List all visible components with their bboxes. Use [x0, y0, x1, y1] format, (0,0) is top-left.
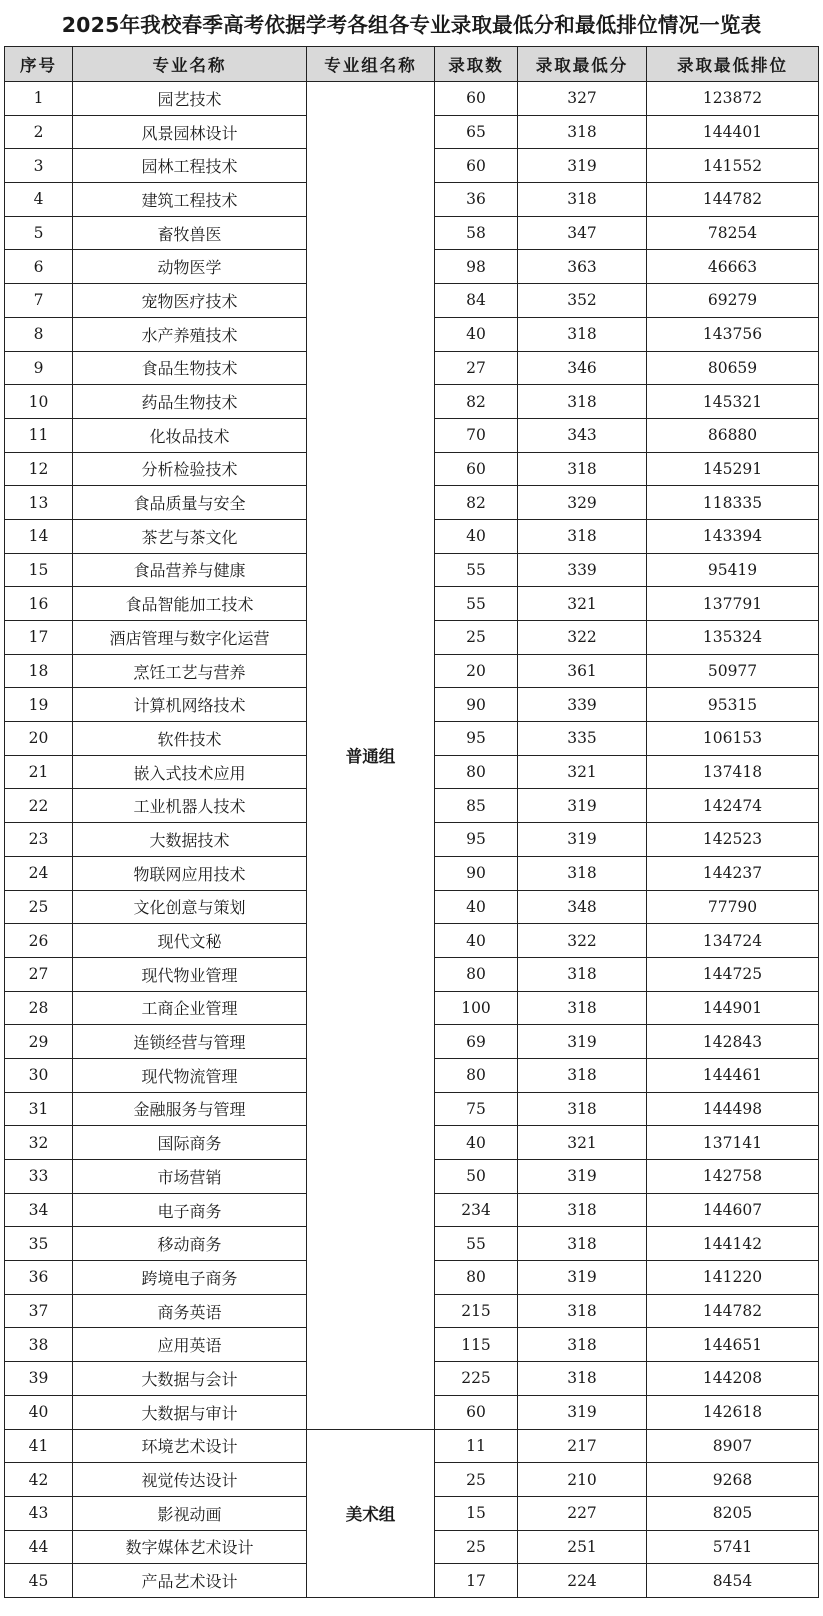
cell-min-rank: 135324 [647, 621, 819, 655]
cell-count: 90 [435, 688, 518, 722]
cell-min-score: 361 [518, 654, 647, 688]
cell-min-rank: 144237 [647, 856, 819, 890]
cell-major: 连锁经营与管理 [73, 1025, 307, 1059]
cell-min-score: 319 [518, 823, 647, 857]
cell-major: 数字媒体艺术设计 [73, 1530, 307, 1564]
cell-min-rank: 144461 [647, 1058, 819, 1092]
cell-major: 畜牧兽医 [73, 216, 307, 250]
header-major: 专业名称 [73, 47, 307, 82]
cell-index: 30 [5, 1058, 73, 1092]
cell-min-rank: 8454 [647, 1564, 819, 1598]
cell-major: 视觉传达设计 [73, 1463, 307, 1497]
cell-min-rank: 8205 [647, 1496, 819, 1530]
cell-major: 宠物医疗技术 [73, 284, 307, 318]
document-title: 2025年我校春季高考依据学考各组各专业录取最低分和最低排位情况一览表 [61, 13, 762, 37]
cell-index: 27 [5, 957, 73, 991]
cell-min-score: 318 [518, 183, 647, 217]
cell-min-rank: 142843 [647, 1025, 819, 1059]
cell-count: 60 [435, 1395, 518, 1429]
cell-min-score: 335 [518, 722, 647, 756]
cell-min-rank: 137141 [647, 1126, 819, 1160]
cell-min-rank: 80659 [647, 351, 819, 385]
cell-count: 20 [435, 654, 518, 688]
cell-major: 计算机网络技术 [73, 688, 307, 722]
cell-min-rank: 137791 [647, 587, 819, 621]
cell-count: 234 [435, 1193, 518, 1227]
cell-min-rank: 144208 [647, 1362, 819, 1396]
cell-min-score: 217 [518, 1429, 647, 1463]
cell-major: 产品艺术设计 [73, 1564, 307, 1598]
cell-min-rank: 142523 [647, 823, 819, 857]
cell-index: 25 [5, 890, 73, 924]
cell-index: 9 [5, 351, 73, 385]
cell-min-rank: 137418 [647, 755, 819, 789]
cell-major: 大数据与会计 [73, 1362, 307, 1396]
cell-index: 42 [5, 1463, 73, 1497]
cell-min-score: 318 [518, 991, 647, 1025]
cell-count: 36 [435, 183, 518, 217]
cell-count: 15 [435, 1496, 518, 1530]
cell-min-rank: 141552 [647, 149, 819, 183]
cell-min-rank: 145291 [647, 452, 819, 486]
cell-major: 金融服务与管理 [73, 1092, 307, 1126]
cell-min-rank: 106153 [647, 722, 819, 756]
cell-count: 27 [435, 351, 518, 385]
cell-major: 移动商务 [73, 1227, 307, 1261]
cell-index: 17 [5, 621, 73, 655]
cell-count: 80 [435, 1261, 518, 1295]
table-row [5, 1429, 819, 1463]
cell-count: 82 [435, 385, 518, 419]
cell-min-score: 321 [518, 755, 647, 789]
cell-min-rank: 95315 [647, 688, 819, 722]
cell-group-name: 美术组 [307, 1429, 435, 1597]
header-index: 序号 [5, 47, 73, 82]
cell-index: 12 [5, 452, 73, 486]
cell-count: 75 [435, 1092, 518, 1126]
cell-count: 60 [435, 149, 518, 183]
cell-major: 跨境电子商务 [73, 1261, 307, 1295]
cell-index: 37 [5, 1294, 73, 1328]
cell-min-score: 319 [518, 1025, 647, 1059]
cell-index: 4 [5, 183, 73, 217]
cell-major: 食品质量与安全 [73, 486, 307, 520]
cell-min-rank: 144498 [647, 1092, 819, 1126]
cell-min-score: 318 [518, 1227, 647, 1261]
cell-count: 25 [435, 1530, 518, 1564]
cell-min-rank: 144782 [647, 183, 819, 217]
cell-count: 40 [435, 519, 518, 553]
cell-min-score: 318 [518, 1193, 647, 1227]
cell-index: 10 [5, 385, 73, 419]
cell-min-rank: 142758 [647, 1160, 819, 1194]
cell-index: 2 [5, 115, 73, 149]
cell-min-rank: 142474 [647, 789, 819, 823]
cell-major: 化妆品技术 [73, 418, 307, 452]
cell-major: 食品生物技术 [73, 351, 307, 385]
cell-count: 40 [435, 1126, 518, 1160]
cell-index: 39 [5, 1362, 73, 1396]
cell-count: 80 [435, 1058, 518, 1092]
table-body [5, 82, 819, 1598]
cell-min-rank: 145321 [647, 385, 819, 419]
table-row [5, 82, 819, 116]
cell-major: 茶艺与茶文化 [73, 519, 307, 553]
cell-index: 40 [5, 1395, 73, 1429]
cell-index: 19 [5, 688, 73, 722]
admission-table [4, 46, 819, 1598]
cell-major: 大数据技术 [73, 823, 307, 857]
cell-major: 国际商务 [73, 1126, 307, 1160]
cell-min-rank: 144782 [647, 1294, 819, 1328]
cell-min-score: 318 [518, 317, 647, 351]
cell-major: 分析检验技术 [73, 452, 307, 486]
cell-min-rank: 142618 [647, 1395, 819, 1429]
cell-count: 65 [435, 115, 518, 149]
cell-min-score: 339 [518, 688, 647, 722]
cell-count: 60 [435, 82, 518, 116]
cell-min-score: 318 [518, 115, 647, 149]
cell-index: 24 [5, 856, 73, 890]
cell-index: 7 [5, 284, 73, 318]
cell-index: 44 [5, 1530, 73, 1564]
cell-min-score: 318 [518, 1092, 647, 1126]
cell-min-score: 319 [518, 1395, 647, 1429]
cell-count: 115 [435, 1328, 518, 1362]
cell-index: 11 [5, 418, 73, 452]
cell-major: 风景园林设计 [73, 115, 307, 149]
cell-index: 21 [5, 755, 73, 789]
cell-count: 95 [435, 823, 518, 857]
cell-index: 29 [5, 1025, 73, 1059]
cell-min-score: 318 [518, 1058, 647, 1092]
cell-index: 35 [5, 1227, 73, 1261]
cell-count: 55 [435, 1227, 518, 1261]
cell-index: 20 [5, 722, 73, 756]
cell-index: 28 [5, 991, 73, 1025]
cell-index: 13 [5, 486, 73, 520]
cell-count: 95 [435, 722, 518, 756]
cell-index: 23 [5, 823, 73, 857]
cell-index: 22 [5, 789, 73, 823]
cell-major: 商务英语 [73, 1294, 307, 1328]
cell-count: 17 [435, 1564, 518, 1598]
cell-major: 工业机器人技术 [73, 789, 307, 823]
cell-min-score: 318 [518, 385, 647, 419]
cell-min-score: 363 [518, 250, 647, 284]
cell-min-score: 318 [518, 452, 647, 486]
cell-min-rank: 144142 [647, 1227, 819, 1261]
cell-min-score: 318 [518, 1294, 647, 1328]
cell-min-rank: 46663 [647, 250, 819, 284]
cell-count: 80 [435, 755, 518, 789]
cell-min-rank: 69279 [647, 284, 819, 318]
cell-min-score: 318 [518, 1328, 647, 1362]
cell-index: 31 [5, 1092, 73, 1126]
cell-count: 40 [435, 890, 518, 924]
cell-count: 25 [435, 621, 518, 655]
cell-min-rank: 8907 [647, 1429, 819, 1463]
cell-count: 40 [435, 924, 518, 958]
cell-major: 酒店管理与数字化运营 [73, 621, 307, 655]
cell-min-rank: 144725 [647, 957, 819, 991]
cell-min-rank: 77790 [647, 890, 819, 924]
header-row [5, 47, 819, 82]
cell-major: 现代物业管理 [73, 957, 307, 991]
cell-min-score: 322 [518, 621, 647, 655]
cell-min-score: 339 [518, 553, 647, 587]
cell-min-rank: 144651 [647, 1328, 819, 1362]
header-min-score: 录取最低分 [518, 47, 647, 82]
cell-min-rank: 144901 [647, 991, 819, 1025]
cell-index: 45 [5, 1564, 73, 1598]
cell-index: 3 [5, 149, 73, 183]
cell-major: 园艺技术 [73, 82, 307, 116]
cell-min-score: 319 [518, 789, 647, 823]
cell-min-rank: 143394 [647, 519, 819, 553]
cell-count: 40 [435, 317, 518, 351]
cell-count: 55 [435, 553, 518, 587]
cell-min-rank: 9268 [647, 1463, 819, 1497]
cell-min-rank: 78254 [647, 216, 819, 250]
cell-index: 5 [5, 216, 73, 250]
header-min-rank: 录取最低排位 [647, 47, 819, 82]
cell-min-score: 318 [518, 856, 647, 890]
cell-index: 8 [5, 317, 73, 351]
cell-major: 工商企业管理 [73, 991, 307, 1025]
cell-index: 34 [5, 1193, 73, 1227]
cell-major: 建筑工程技术 [73, 183, 307, 217]
cell-min-score: 210 [518, 1463, 647, 1497]
cell-major: 药品生物技术 [73, 385, 307, 419]
header-group: 专业组名称 [307, 47, 435, 82]
cell-min-rank: 123872 [647, 82, 819, 116]
cell-index: 15 [5, 553, 73, 587]
cell-min-score: 347 [518, 216, 647, 250]
cell-min-rank: 141220 [647, 1261, 819, 1295]
cell-min-rank: 50977 [647, 654, 819, 688]
cell-min-rank: 144401 [647, 115, 819, 149]
cell-min-score: 321 [518, 587, 647, 621]
cell-min-score: 319 [518, 149, 647, 183]
cell-min-rank: 86880 [647, 418, 819, 452]
cell-index: 36 [5, 1261, 73, 1295]
cell-count: 69 [435, 1025, 518, 1059]
cell-count: 50 [435, 1160, 518, 1194]
cell-count: 98 [435, 250, 518, 284]
cell-major: 应用英语 [73, 1328, 307, 1362]
cell-min-rank: 5741 [647, 1530, 819, 1564]
cell-count: 225 [435, 1362, 518, 1396]
cell-min-rank: 134724 [647, 924, 819, 958]
cell-min-score: 321 [518, 1126, 647, 1160]
cell-min-score: 227 [518, 1496, 647, 1530]
cell-index: 14 [5, 519, 73, 553]
cell-min-score: 327 [518, 82, 647, 116]
cell-major: 市场营销 [73, 1160, 307, 1194]
cell-major: 影视动画 [73, 1496, 307, 1530]
cell-major: 电子商务 [73, 1193, 307, 1227]
table-header [5, 47, 819, 82]
cell-count: 84 [435, 284, 518, 318]
cell-min-score: 348 [518, 890, 647, 924]
cell-count: 215 [435, 1294, 518, 1328]
cell-major: 现代文秘 [73, 924, 307, 958]
cell-count: 55 [435, 587, 518, 621]
cell-major: 园林工程技术 [73, 149, 307, 183]
cell-min-rank: 144607 [647, 1193, 819, 1227]
cell-group-name: 普通组 [307, 82, 435, 1430]
cell-index: 16 [5, 587, 73, 621]
cell-count: 80 [435, 957, 518, 991]
cell-min-score: 251 [518, 1530, 647, 1564]
cell-count: 70 [435, 418, 518, 452]
cell-index: 41 [5, 1429, 73, 1463]
cell-min-rank: 95419 [647, 553, 819, 587]
cell-min-score: 322 [518, 924, 647, 958]
cell-min-score: 319 [518, 1160, 647, 1194]
cell-major: 水产养殖技术 [73, 317, 307, 351]
cell-min-score: 318 [518, 957, 647, 991]
cell-min-score: 319 [518, 1261, 647, 1295]
cell-index: 26 [5, 924, 73, 958]
cell-min-rank: 118335 [647, 486, 819, 520]
cell-min-score: 318 [518, 519, 647, 553]
cell-major: 嵌入式技术应用 [73, 755, 307, 789]
cell-count: 58 [435, 216, 518, 250]
cell-major: 软件技术 [73, 722, 307, 756]
cell-index: 38 [5, 1328, 73, 1362]
cell-major: 动物医学 [73, 250, 307, 284]
cell-index: 18 [5, 654, 73, 688]
cell-major: 环境艺术设计 [73, 1429, 307, 1463]
cell-major: 物联网应用技术 [73, 856, 307, 890]
cell-major: 食品智能加工技术 [73, 587, 307, 621]
cell-count: 11 [435, 1429, 518, 1463]
cell-min-rank: 143756 [647, 317, 819, 351]
cell-count: 90 [435, 856, 518, 890]
cell-major: 文化创意与策划 [73, 890, 307, 924]
cell-count: 82 [435, 486, 518, 520]
cell-count: 60 [435, 452, 518, 486]
cell-min-score: 318 [518, 1362, 647, 1396]
cell-index: 33 [5, 1160, 73, 1194]
cell-count: 85 [435, 789, 518, 823]
cell-major: 食品营养与健康 [73, 553, 307, 587]
cell-major: 烹饪工艺与营养 [73, 654, 307, 688]
header-count: 录取数 [435, 47, 518, 82]
cell-min-score: 352 [518, 284, 647, 318]
cell-major: 大数据与审计 [73, 1395, 307, 1429]
cell-index: 43 [5, 1496, 73, 1530]
cell-major: 现代物流管理 [73, 1058, 307, 1092]
cell-index: 32 [5, 1126, 73, 1160]
cell-index: 1 [5, 82, 73, 116]
cell-min-score: 224 [518, 1564, 647, 1598]
cell-count: 100 [435, 991, 518, 1025]
cell-index: 6 [5, 250, 73, 284]
cell-min-score: 329 [518, 486, 647, 520]
cell-count: 25 [435, 1463, 518, 1497]
cell-min-score: 346 [518, 351, 647, 385]
cell-min-score: 343 [518, 418, 647, 452]
